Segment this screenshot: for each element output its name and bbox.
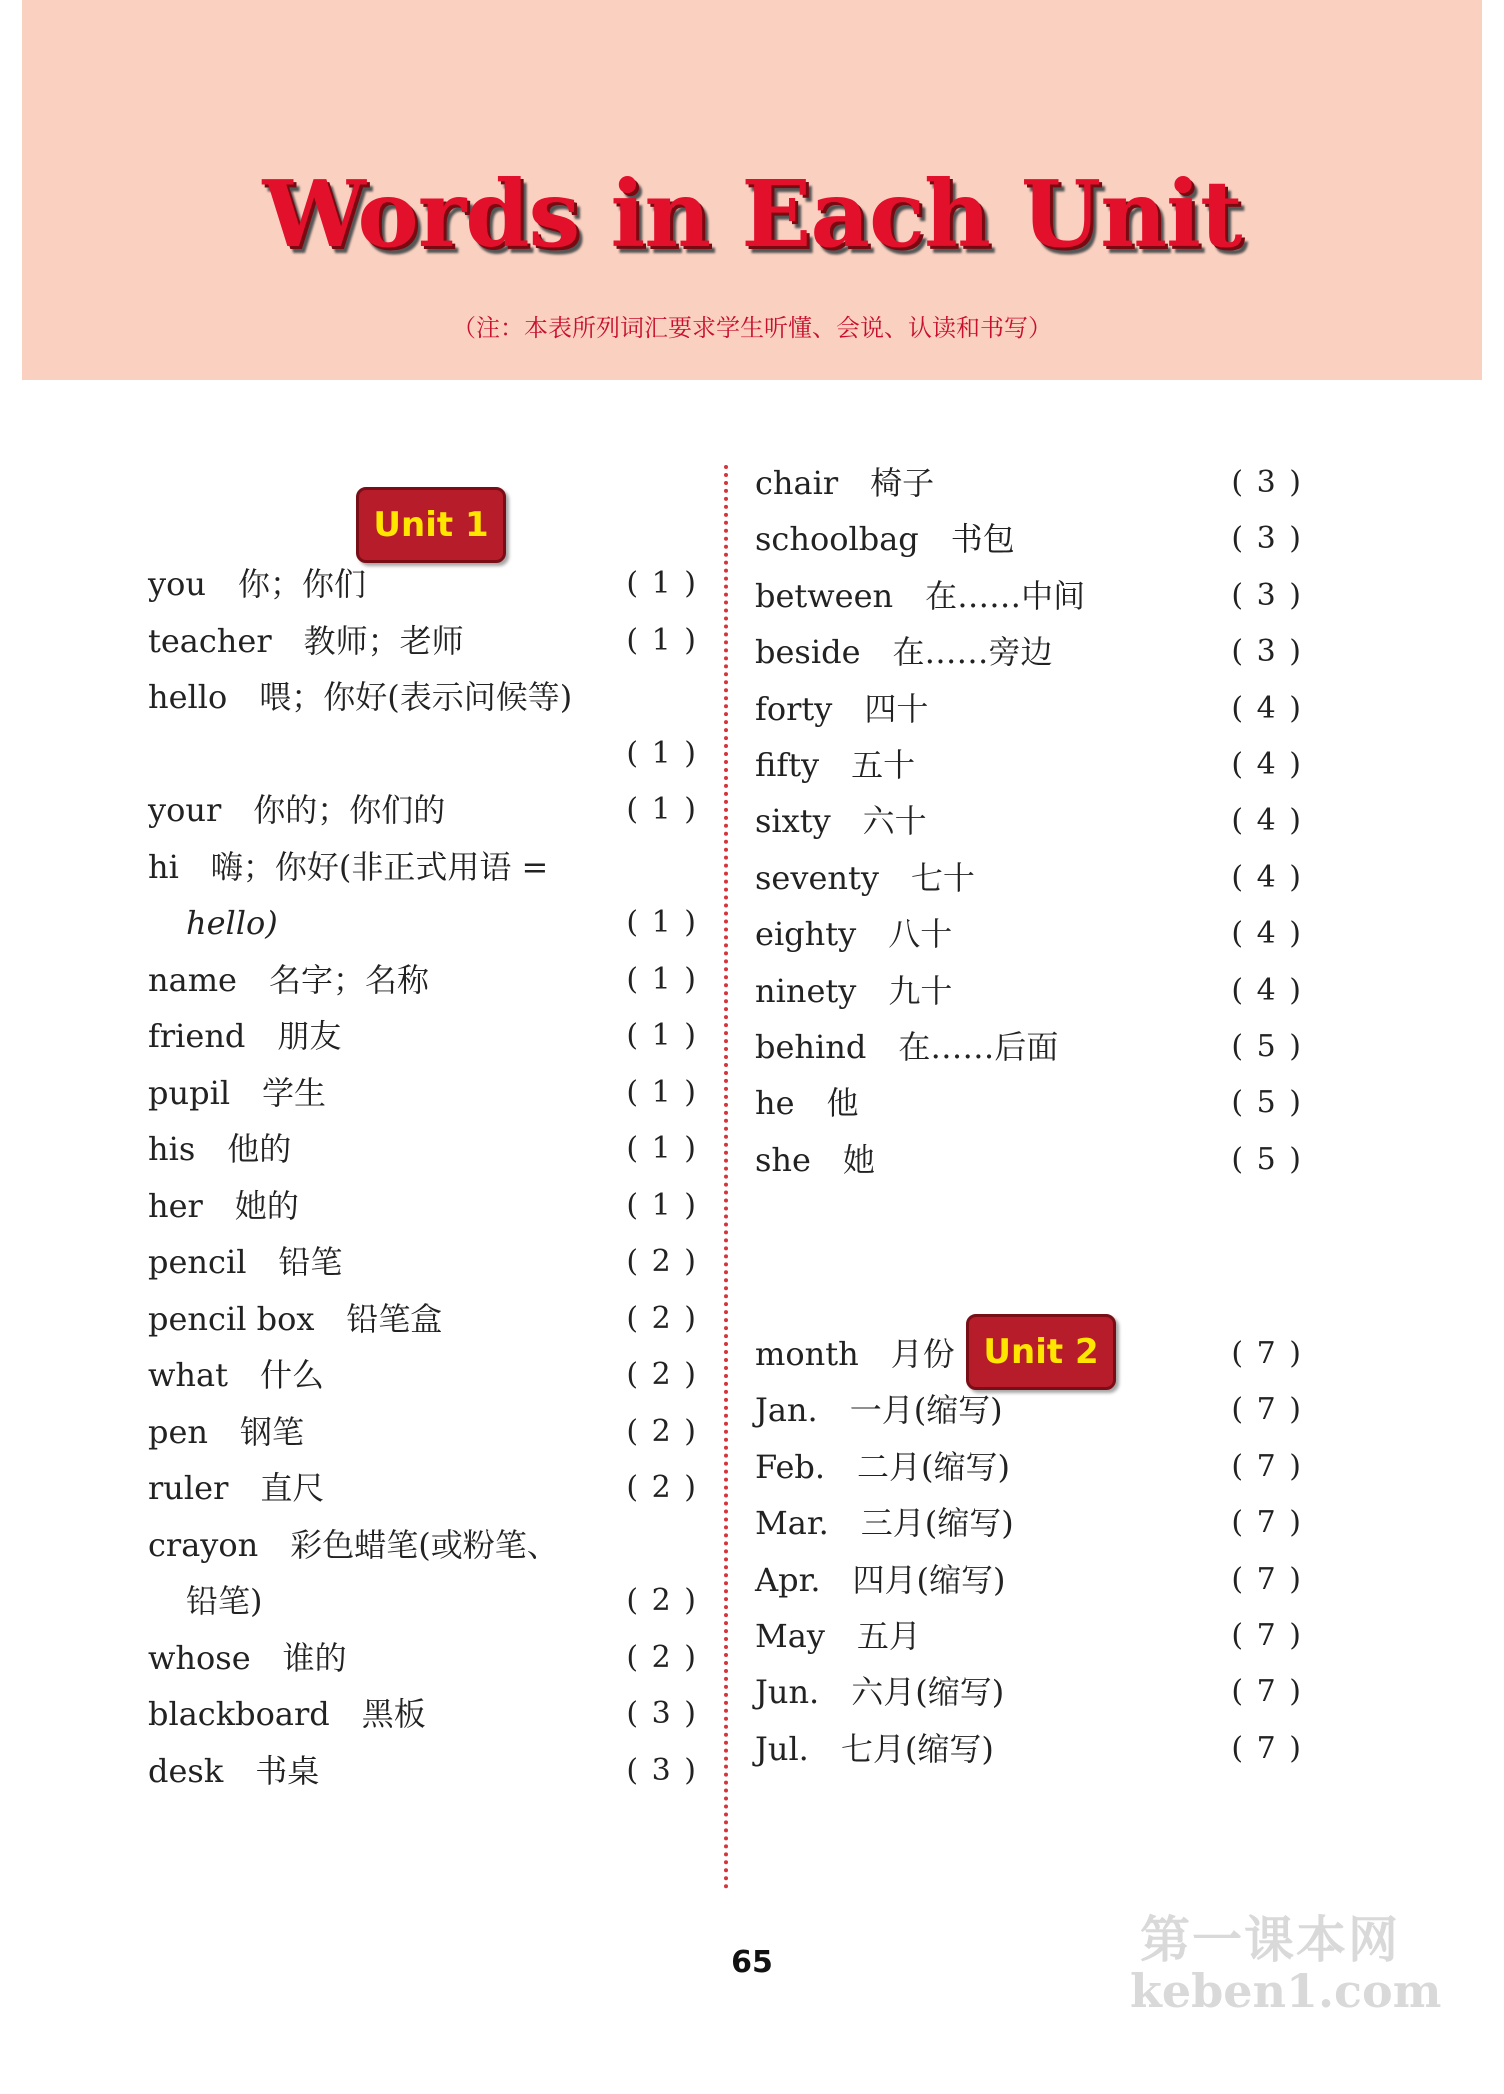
word-entry — [755, 1075, 1303, 1131]
word-english: Mar. — [755, 1504, 829, 1543]
lesson-number: ( 7 ) — [1231, 1392, 1303, 1428]
lesson-number: ( 1 ) — [626, 1187, 698, 1223]
word-chinese: 一月(缩写) — [849, 1391, 1003, 1430]
word-chinese: 彩色蜡笔(或粉笔、 — [290, 1525, 559, 1564]
word-chinese: 铅笔 — [278, 1243, 343, 1281]
lesson-number: ( 5 ) — [1231, 1029, 1303, 1064]
word-chinese: 四十 — [864, 689, 929, 728]
lesson-number: ( 3 ) — [1231, 577, 1303, 613]
column-divider — [724, 465, 728, 1890]
word-chinese: 学生 — [262, 1073, 327, 1112]
word-english: pencil box — [148, 1299, 315, 1338]
lesson-number: ( 3 ) — [1231, 634, 1303, 670]
lesson-number: ( 7 ) — [1231, 1448, 1303, 1484]
lesson-number: ( 2 ) — [626, 1413, 698, 1449]
word-english: desk — [148, 1751, 224, 1790]
word-entry — [148, 1630, 698, 1686]
word-english: beside — [755, 633, 861, 672]
word-chinese: 椅子 — [870, 464, 935, 502]
word-entry — [148, 895, 698, 951]
word-chinese: 铅笔) — [186, 1582, 263, 1620]
word-entry — [755, 1132, 1303, 1188]
word-entry — [148, 726, 698, 782]
word-english: name — [148, 960, 237, 999]
word-chinese: 在……旁边 — [892, 633, 1053, 672]
word-entry — [755, 963, 1303, 1019]
word-english: her — [148, 1186, 203, 1225]
word-english: seventy — [755, 858, 879, 897]
word-english: what — [148, 1356, 228, 1394]
word-entry — [148, 1686, 698, 1742]
word-entry — [148, 1121, 698, 1177]
word-english: pencil — [148, 1243, 247, 1281]
page-note: （注：本表所列词汇要求学生听懂、会说、认读和书写） — [452, 314, 1052, 342]
lesson-number: ( 2 ) — [626, 1300, 698, 1336]
word-chinese: 直尺 — [260, 1469, 325, 1507]
word-english: friend — [148, 1017, 246, 1055]
lesson-number: ( 3 ) — [626, 1696, 698, 1731]
word-chinese: 月份 — [890, 1335, 955, 1373]
word-chinese: 在……中间 — [925, 576, 1086, 615]
watermark-line-1: 第一课本网 — [1140, 1911, 1400, 1969]
word-entry — [148, 1404, 698, 1460]
word-entry — [755, 1608, 1303, 1664]
word-entry — [755, 1382, 1303, 1438]
word-chinese: 黑板 — [361, 1695, 426, 1733]
word-chinese: 她 — [842, 1140, 875, 1179]
word-entry — [755, 681, 1303, 737]
word-english: ninety — [755, 971, 857, 1010]
word-entry — [755, 906, 1303, 962]
lesson-number: ( 1 ) — [626, 735, 698, 771]
word-entry — [755, 1552, 1303, 1608]
word-entry — [148, 1178, 698, 1234]
word-chinese: 她的 — [234, 1186, 299, 1225]
word-entry — [148, 1234, 698, 1290]
word-entry — [755, 1495, 1303, 1551]
word-english: May — [755, 1617, 825, 1655]
word-entry — [755, 737, 1303, 793]
word-entry — [755, 455, 1303, 511]
title-banner — [22, 0, 1482, 380]
word-english: whose — [148, 1638, 251, 1677]
word-entry — [755, 850, 1303, 906]
word-chinese: 教师；老师 — [303, 621, 464, 660]
word-chinese: 书桌 — [255, 1751, 320, 1790]
word-english: eighty — [755, 915, 857, 954]
word-chinese: 七月(缩写) — [840, 1729, 994, 1768]
unit-2-badge: Unit 2 — [966, 1314, 1116, 1390]
word-chinese: 在……后面 — [898, 1028, 1059, 1066]
word-english: Jan. — [755, 1391, 818, 1430]
lesson-number: ( 4 ) — [1231, 916, 1303, 952]
word-chinese: 你的；你们的 — [253, 791, 446, 829]
word-english: Jun. — [755, 1673, 820, 1712]
lesson-number: ( 7 ) — [1231, 1505, 1303, 1541]
word-english: Apr. — [755, 1560, 821, 1599]
word-english: ruler — [148, 1469, 229, 1507]
word-english: Jul. — [755, 1729, 809, 1768]
word-entry — [148, 669, 698, 725]
lesson-number: ( 5 ) — [1231, 1141, 1303, 1177]
word-english: pen — [148, 1412, 209, 1451]
word-english: forty — [755, 689, 833, 728]
word-chinese: 谁的 — [282, 1638, 347, 1677]
lesson-number: ( 1 ) — [626, 1074, 698, 1110]
word-chinese: 铅笔盒 — [346, 1299, 443, 1338]
watermark — [1130, 1900, 1442, 2018]
word-chinese: 朋友 — [277, 1017, 342, 1055]
lesson-number: ( 4 ) — [1231, 859, 1303, 895]
page-number: 65 — [731, 1945, 773, 1980]
word-chinese: 他的 — [227, 1130, 292, 1168]
lesson-number: ( 7 ) — [1231, 1730, 1303, 1766]
word-chinese: 六月(缩写) — [851, 1673, 1005, 1712]
lesson-number: ( 1 ) — [626, 961, 698, 997]
word-english: hello) — [186, 904, 278, 942]
word-chinese: 九十 — [888, 971, 953, 1010]
word-english: blackboard — [148, 1695, 330, 1733]
word-entry — [148, 1743, 698, 1799]
word-chinese: 七十 — [910, 858, 975, 897]
lesson-number: ( 2 ) — [626, 1357, 698, 1392]
word-entry — [148, 613, 698, 669]
lesson-number: ( 1 ) — [626, 1131, 698, 1166]
word-entry — [755, 1439, 1303, 1495]
unit-1-badge: Unit 1 — [356, 487, 506, 563]
lesson-number: ( 1 ) — [626, 566, 698, 601]
word-english: between — [755, 576, 894, 615]
lesson-number: ( 1 ) — [626, 905, 698, 940]
word-entry — [148, 1065, 698, 1121]
lesson-number: ( 3 ) — [1231, 465, 1303, 500]
lesson-number: ( 4 ) — [1231, 803, 1303, 839]
word-english: fifty — [755, 746, 820, 784]
lesson-number: ( 5 ) — [1231, 1085, 1303, 1121]
word-chinese: 什么 — [259, 1356, 324, 1394]
word-chinese: 他 — [826, 1084, 859, 1123]
lesson-number: ( 4 ) — [1231, 972, 1303, 1008]
word-english: hi — [148, 847, 179, 886]
lesson-number: ( 7 ) — [1231, 1561, 1303, 1597]
page-title: Words in Each Unit — [262, 160, 1242, 268]
word-entry — [755, 1326, 1303, 1382]
word-english: she — [755, 1140, 811, 1179]
word-entry — [755, 1664, 1303, 1720]
lesson-number: ( 1 ) — [626, 622, 698, 658]
lesson-number: ( 1 ) — [626, 1018, 698, 1053]
word-english: chair — [755, 464, 839, 502]
word-entry — [148, 1347, 698, 1403]
word-english: hello — [148, 678, 228, 716]
word-english: Feb. — [755, 1447, 826, 1486]
word-english: month — [755, 1335, 859, 1373]
word-english: his — [148, 1130, 196, 1168]
word-chinese: 五十 — [851, 746, 916, 784]
word-english: crayon — [148, 1525, 259, 1564]
word-chinese: 书包 — [950, 520, 1015, 559]
lesson-number: ( 7 ) — [1231, 1674, 1303, 1710]
word-entry — [755, 793, 1303, 849]
watermark-line-2: keben1.com — [1130, 1964, 1442, 2018]
lesson-number: ( 2 ) — [626, 1470, 698, 1505]
word-entry — [148, 1573, 698, 1629]
word-english: behind — [755, 1028, 867, 1066]
word-entry — [755, 1721, 1303, 1777]
word-english: teacher — [148, 621, 272, 660]
lesson-number: ( 7 ) — [1231, 1336, 1303, 1371]
word-entry — [148, 1008, 698, 1064]
lesson-number: ( 4 ) — [1231, 747, 1303, 782]
word-entry — [148, 952, 698, 1008]
lesson-number: ( 1 ) — [626, 792, 698, 827]
word-entry — [148, 839, 698, 895]
word-entry — [148, 1460, 698, 1516]
word-chinese: 四月(缩写) — [852, 1560, 1006, 1599]
word-chinese: 喂；你好(表示问候等) — [259, 678, 573, 716]
word-chinese: 六十 — [862, 802, 927, 841]
lesson-number: ( 3 ) — [626, 1752, 698, 1788]
word-chinese: 钢笔 — [240, 1412, 305, 1451]
word-english: pupil — [148, 1073, 231, 1112]
lesson-number: ( 2 ) — [626, 1639, 698, 1675]
word-english: sixty — [755, 802, 831, 841]
lesson-number: ( 2 ) — [626, 1583, 698, 1618]
word-entry — [148, 1517, 698, 1573]
lesson-number: ( 7 ) — [1231, 1618, 1303, 1653]
word-chinese: 三月(缩写) — [860, 1504, 1014, 1543]
word-chinese: 五月 — [856, 1617, 921, 1655]
word-entry — [148, 782, 698, 838]
word-chinese: 名字；名称 — [268, 960, 429, 999]
lesson-number: ( 2 ) — [626, 1244, 698, 1279]
lesson-number: ( 3 ) — [1231, 521, 1303, 557]
word-entry — [755, 1019, 1303, 1075]
word-chinese: 二月(缩写) — [857, 1447, 1011, 1486]
word-english: schoolbag — [755, 520, 919, 559]
word-chinese: 八十 — [888, 915, 953, 954]
word-chinese: 你；你们 — [237, 565, 366, 603]
word-entry — [755, 624, 1303, 680]
word-english: he — [755, 1084, 795, 1123]
word-english: your — [148, 791, 222, 829]
word-chinese: 嗨；你好(非正式用语 = — [210, 847, 549, 886]
lesson-number: ( 4 ) — [1231, 690, 1303, 726]
word-entry — [148, 556, 698, 612]
word-entry — [755, 511, 1303, 567]
word-english: you — [148, 565, 206, 603]
word-entry — [755, 568, 1303, 624]
word-entry — [148, 1291, 698, 1347]
